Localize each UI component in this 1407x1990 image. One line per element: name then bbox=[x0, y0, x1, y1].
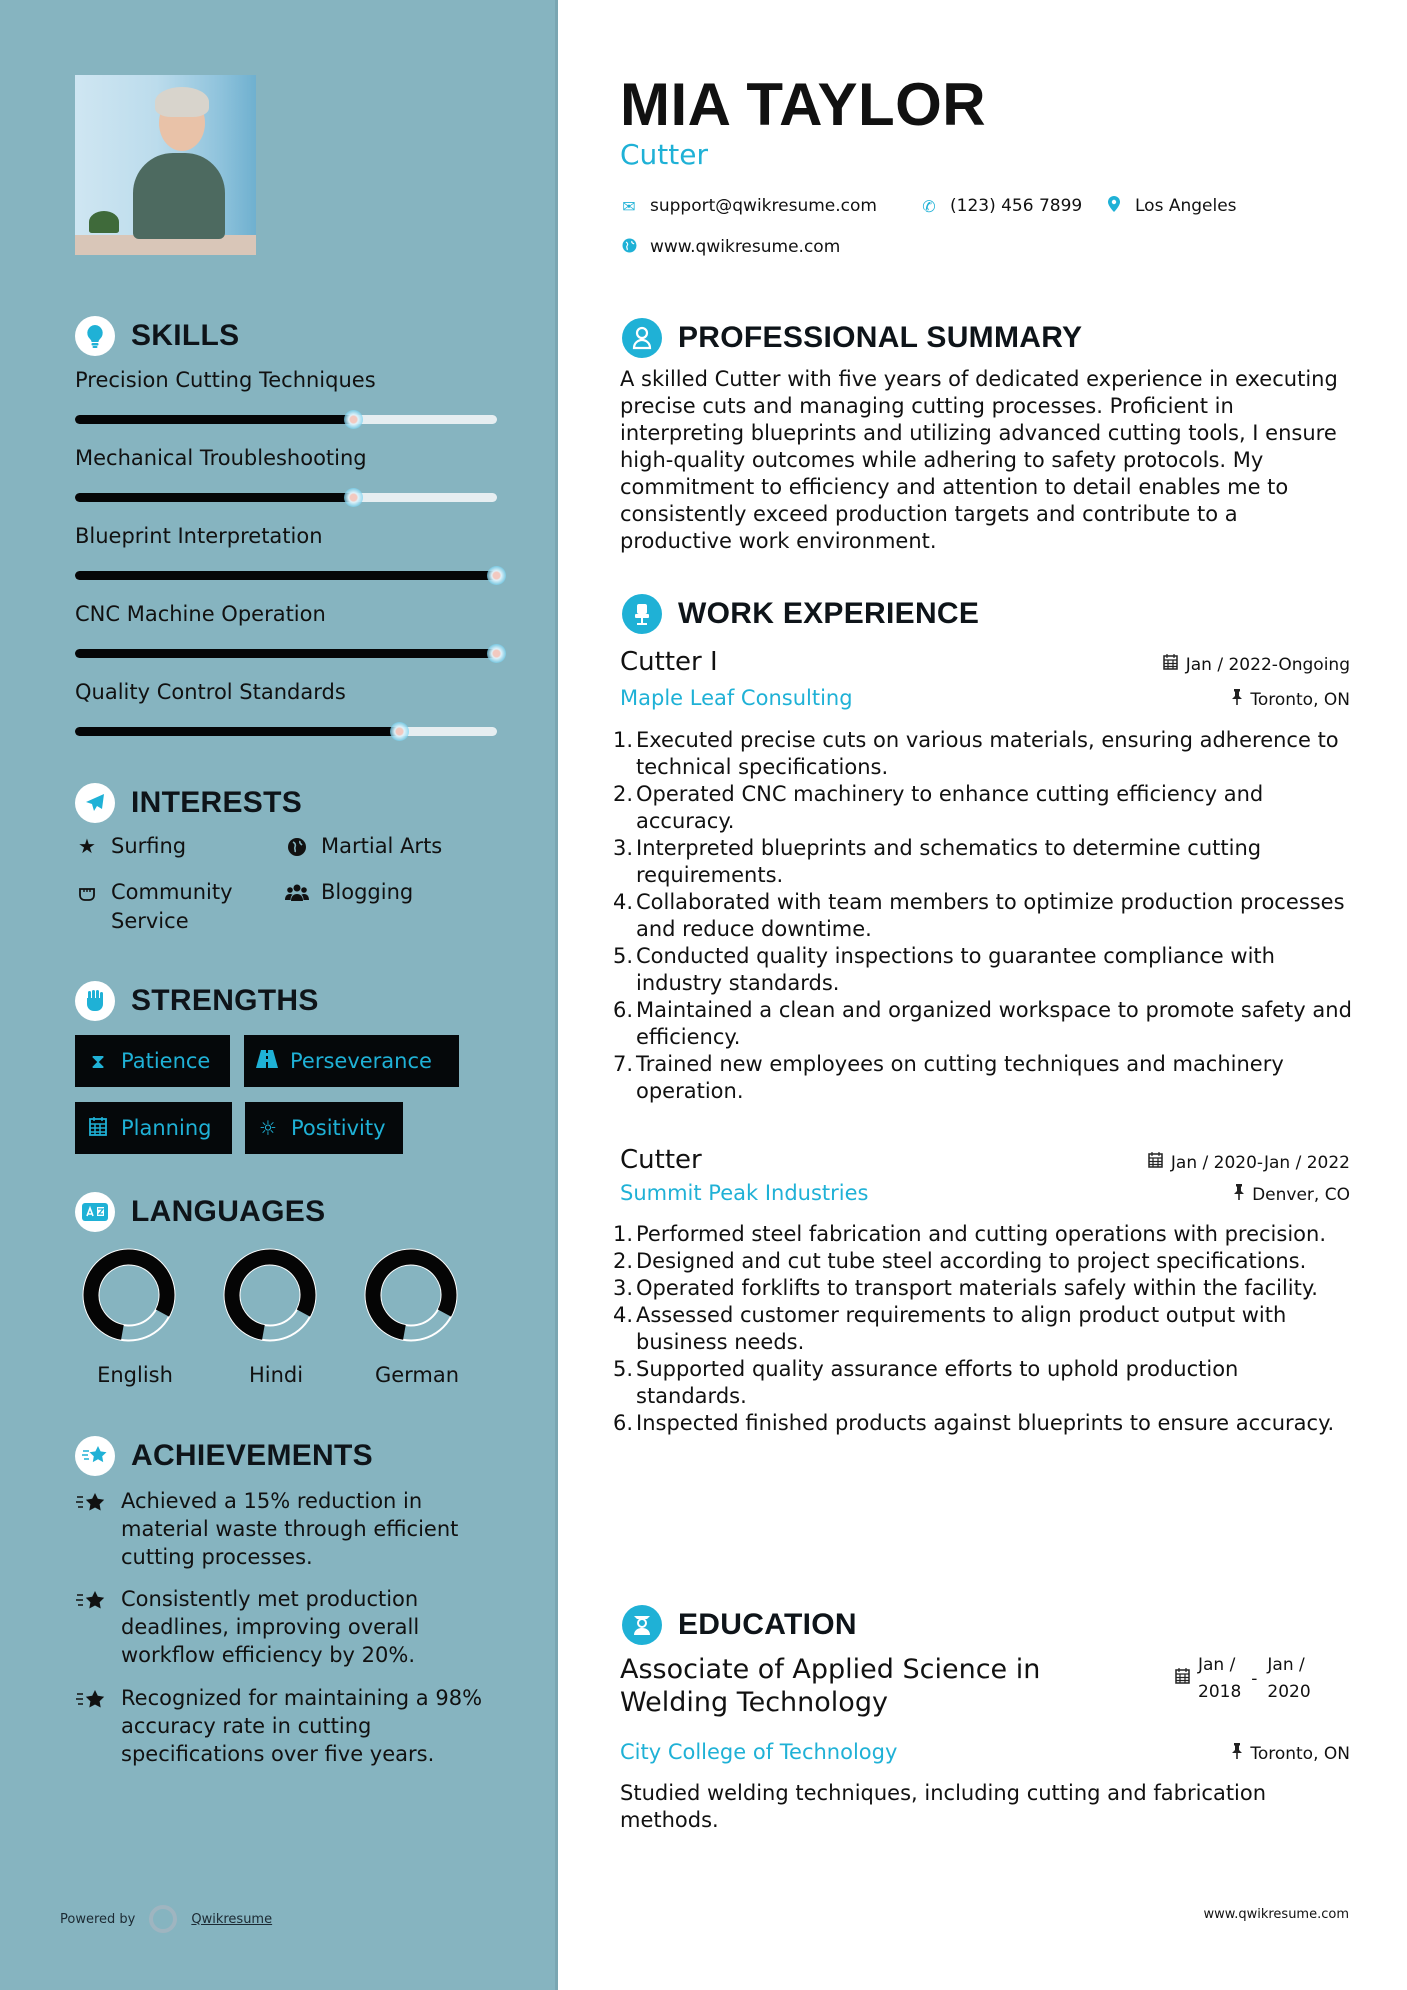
duty-item: 2. Operated CNC machinery to enhance cutting efficiency and accuracy. bbox=[612, 782, 1264, 833]
website-text[interactable]: www.qwikresume.com bbox=[650, 237, 841, 257]
education-heading bbox=[622, 1605, 857, 1645]
achievement-item bbox=[75, 1585, 505, 1669]
skill-bar-knob bbox=[344, 410, 363, 429]
strength-label: Perseverance bbox=[290, 1049, 432, 1073]
skill-label: CNC Machine Operation bbox=[75, 602, 326, 626]
section-title: INTERESTS bbox=[131, 786, 303, 819]
job-duties bbox=[612, 727, 1352, 1105]
achievement-text: Achieved a 15% reduction in material waste through efficient cutting processes. bbox=[121, 1489, 459, 1569]
skill-bar bbox=[75, 571, 497, 580]
job-header bbox=[620, 647, 1350, 677]
duty-item: 3. Operated forklifts to transport materials safely within the facility. bbox=[612, 1276, 1318, 1300]
skill-bar-fill bbox=[75, 571, 497, 580]
raised-fist-icon bbox=[75, 981, 115, 1021]
calendar-icon bbox=[87, 1116, 109, 1141]
strength-label: Patience bbox=[121, 1049, 211, 1073]
interest-item bbox=[75, 878, 261, 936]
translate-icon bbox=[75, 1192, 115, 1232]
skill-bar bbox=[75, 415, 497, 424]
job-location bbox=[1234, 1184, 1350, 1205]
pushpin-icon bbox=[1232, 1743, 1242, 1764]
skill-bar-knob bbox=[487, 644, 506, 663]
skill-bar-fill bbox=[75, 649, 497, 658]
interest-item bbox=[75, 832, 186, 861]
strength-badge bbox=[75, 1102, 232, 1154]
star-icon bbox=[75, 1487, 107, 1571]
star-icon bbox=[75, 1585, 107, 1669]
duty-item: 6. Inspected finished products against blueprints to ensure accuracy. bbox=[612, 1411, 1335, 1435]
skill-bar bbox=[75, 649, 497, 658]
job-role: Cutter I bbox=[620, 647, 718, 677]
skill-label: Mechanical Troubleshooting bbox=[75, 446, 367, 470]
powered-by-label: Powered by bbox=[60, 1911, 136, 1927]
school-row bbox=[620, 1740, 1350, 1764]
calendar-icon bbox=[1148, 1152, 1163, 1173]
interest-label: Surfing bbox=[111, 834, 187, 858]
strength-badge bbox=[75, 1035, 230, 1087]
skill-bar-fill bbox=[75, 493, 354, 502]
star-icon bbox=[75, 1684, 107, 1768]
duty-item: 1. Performed steel fabrication and cutting operations with precision. bbox=[612, 1222, 1326, 1246]
job-dates bbox=[1148, 1152, 1350, 1173]
language-donut-english bbox=[82, 1248, 176, 1342]
strength-label: Positivity bbox=[291, 1116, 386, 1140]
job-location bbox=[1232, 689, 1350, 710]
language-donut-hindi bbox=[223, 1248, 317, 1342]
achievement-item bbox=[75, 1684, 505, 1768]
pushpin-icon bbox=[1234, 1184, 1244, 1205]
interest-label: Blogging bbox=[321, 880, 414, 904]
duty-item: 2. Designed and cut tube steel according to project specifications. bbox=[612, 1249, 1307, 1273]
globe-icon bbox=[285, 832, 309, 861]
skill-bar bbox=[75, 727, 497, 736]
map-pin-icon bbox=[1105, 196, 1123, 216]
contact-phone bbox=[920, 196, 1082, 216]
job-location-text: Toronto, ON bbox=[1250, 689, 1350, 710]
email-text[interactable]: support@qwikresume.com bbox=[650, 196, 877, 216]
powered-by bbox=[60, 1905, 272, 1933]
education-description: Studied welding techniques, including cutting and fabrication methods. bbox=[620, 1781, 1267, 1832]
phone-icon: ✆ bbox=[922, 196, 936, 216]
interest-item bbox=[285, 878, 413, 907]
summary-text: A skilled Cutter with five years of dedicated experience in executing precise cuts and managing cutting processes. Proficient in interpreting blueprints and utilizing advanced cutting tools, I ensure high-quality outcomes while adhering to safety protocols. My commitment to efficiency and attention to detail enables me to consistently exceed production targets and contribute to a productive work environment. bbox=[620, 367, 1338, 553]
school-name: City College of Technology bbox=[620, 1740, 898, 1764]
job-location-text: Denver, CO bbox=[1252, 1184, 1350, 1205]
section-title: LANGUAGES bbox=[131, 1195, 326, 1228]
achievement-text: Consistently met production deadlines, improving overall workflow efficiency by 20%. bbox=[121, 1587, 420, 1667]
duty-item: 6. Maintained a clean and organized workspace to promote safety and efficiency. bbox=[612, 998, 1352, 1049]
candidate-name: MIA TAYLOR bbox=[620, 71, 987, 138]
strength-label: Planning bbox=[121, 1116, 212, 1140]
sun-icon: ☼ bbox=[259, 1116, 277, 1140]
interest-label: Martial Arts bbox=[321, 834, 443, 858]
contact-email bbox=[620, 196, 877, 216]
job-dates-text: Jan / 2022-Ongoing bbox=[1185, 654, 1350, 675]
language-label: English bbox=[97, 1363, 173, 1387]
section-title: STRENGTHS bbox=[131, 984, 319, 1017]
interests-heading bbox=[75, 783, 302, 823]
language-label: Hindi bbox=[248, 1363, 304, 1387]
job-dates-text: Jan / 2020-Jan / 2022 bbox=[1170, 1152, 1350, 1173]
school-location-text: Toronto, ON bbox=[1250, 1743, 1350, 1764]
pushpin-icon bbox=[1232, 689, 1242, 710]
start-date: Jan / 2018 bbox=[1198, 1655, 1242, 1702]
company-name: Maple Leaf Consulting bbox=[620, 686, 853, 710]
interest-label: Community Service bbox=[111, 880, 233, 933]
star-medal-icon bbox=[75, 1436, 115, 1476]
skill-bar-knob bbox=[487, 566, 506, 585]
qwikresume-link[interactable]: Qwikresume bbox=[191, 1911, 273, 1927]
language-label: German bbox=[374, 1363, 460, 1387]
languages-heading bbox=[75, 1192, 325, 1232]
degree-title: Associate of Applied Science in Welding Technology bbox=[620, 1654, 1041, 1718]
skills-heading bbox=[75, 316, 239, 356]
language-donut-german bbox=[364, 1248, 458, 1342]
globe-icon bbox=[620, 238, 638, 257]
company-name: Summit Peak Industries bbox=[620, 1181, 869, 1205]
job-org-row bbox=[620, 686, 1350, 710]
strengths-heading bbox=[75, 981, 319, 1021]
job-duties bbox=[612, 1221, 1352, 1437]
section-title: PROFESSIONAL SUMMARY bbox=[678, 321, 1083, 354]
phone-text: (123) 456 7899 bbox=[950, 196, 1083, 216]
duty-item: 7. Trained new employees on cutting techniques and machinery operation. bbox=[612, 1052, 1284, 1103]
job-header bbox=[620, 1145, 1350, 1175]
envelope-icon: ✉ bbox=[622, 196, 636, 216]
footer-website[interactable]: www.qwikresume.com bbox=[1203, 1907, 1349, 1922]
sidebar-divider bbox=[555, 0, 558, 1990]
duty-item: 5. Supported quality assurance efforts to uphold production standards. bbox=[612, 1357, 1239, 1408]
calendar-icon bbox=[1163, 654, 1178, 675]
road-icon bbox=[256, 1049, 278, 1073]
achievements-heading bbox=[75, 1436, 373, 1476]
candidate-title: Cutter bbox=[620, 138, 708, 171]
date-separator: - bbox=[1251, 1668, 1258, 1689]
chair-icon bbox=[622, 594, 662, 634]
school-location bbox=[1232, 1743, 1350, 1764]
section-title: WORK EXPERIENCE bbox=[678, 597, 980, 630]
duty-item: 4. Collaborated with team members to optimize production processes and reduce downtime. bbox=[612, 890, 1345, 941]
contact-website bbox=[620, 237, 840, 257]
achievement-item bbox=[75, 1487, 505, 1571]
section-title: SKILLS bbox=[131, 319, 240, 352]
star-icon: ★ bbox=[78, 834, 96, 858]
duty-item: 4. Assessed customer requirements to align product output with business needs. bbox=[612, 1303, 1287, 1354]
users-icon bbox=[285, 878, 309, 907]
user-icon bbox=[622, 318, 662, 358]
job-role: Cutter bbox=[620, 1145, 702, 1175]
skill-bar-knob bbox=[344, 488, 363, 507]
job-dates bbox=[1163, 654, 1350, 675]
strength-badge bbox=[245, 1102, 403, 1154]
summary-heading bbox=[622, 318, 1082, 358]
job-org-row bbox=[620, 1181, 1350, 1205]
contact-location bbox=[1105, 196, 1237, 216]
duty-item: 5. Conducted quality inspections to guarantee compliance with industry standards. bbox=[612, 944, 1275, 995]
skill-bar bbox=[75, 493, 497, 502]
education-dates bbox=[1175, 1652, 1311, 1706]
skill-bar-knob bbox=[390, 722, 409, 741]
strength-badge bbox=[244, 1035, 459, 1087]
calendar-icon bbox=[1175, 1666, 1190, 1693]
skill-label: Blueprint Interpretation bbox=[75, 524, 323, 548]
duty-item: 3. Interpreted blueprints and schematics to determine cutting requirements. bbox=[612, 836, 1262, 887]
lightbulb-icon bbox=[75, 316, 115, 356]
skill-label: Quality Control Standards bbox=[75, 680, 346, 704]
end-date: Jan / 2020 bbox=[1267, 1655, 1311, 1702]
paper-plane-icon bbox=[75, 783, 115, 823]
skill-bar-fill bbox=[75, 727, 400, 736]
duty-item: 1. Executed precise cuts on various materials, ensuring adherence to technical specifications. bbox=[612, 728, 1339, 779]
section-title: ACHIEVEMENTS bbox=[131, 1439, 373, 1472]
hourglass-icon: ⧗ bbox=[90, 1049, 106, 1073]
skill-label: Precision Cutting Techniques bbox=[75, 368, 376, 392]
skill-bar-fill bbox=[75, 415, 354, 424]
experience-heading bbox=[622, 594, 979, 634]
interest-item bbox=[285, 832, 442, 861]
profile-photo bbox=[75, 75, 256, 255]
qwikresume-logo-icon bbox=[149, 1905, 177, 1933]
graduate-icon bbox=[622, 1605, 662, 1645]
fist-icon bbox=[75, 878, 99, 907]
location-text: Los Angeles bbox=[1135, 196, 1237, 216]
section-title: EDUCATION bbox=[678, 1608, 857, 1641]
achievement-text: Recognized for maintaining a 98% accuracy rate in cutting specifications over five years. bbox=[121, 1686, 483, 1766]
